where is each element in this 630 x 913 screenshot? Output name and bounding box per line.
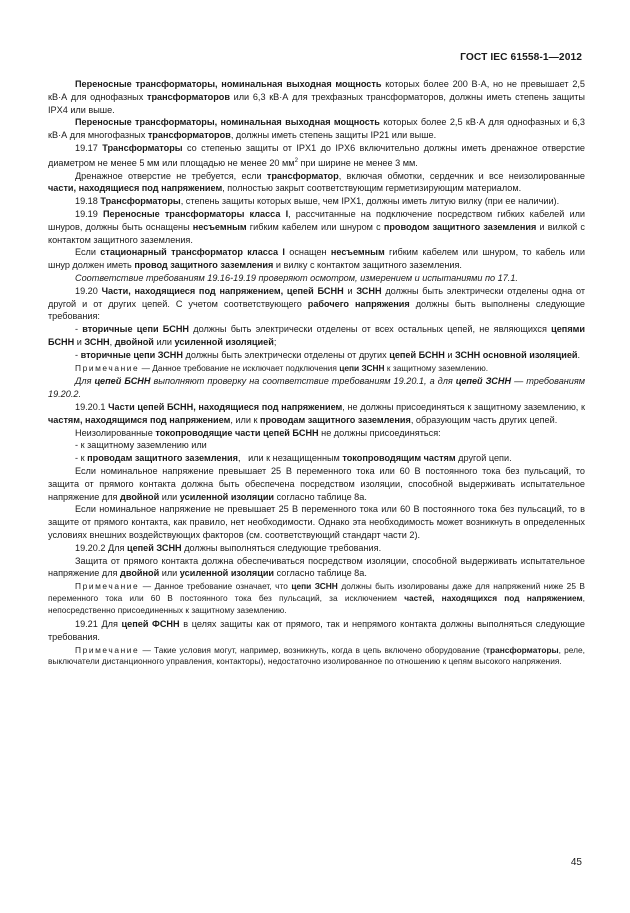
paragraph: 19.18 Трансформаторы, степень защиты которых выше, чем IPX1, должны иметь литую вилку (при ее наличии). <box>75 196 560 207</box>
paragraph: 19.20.2 Для цепей ЗСНН должны выполняться следующие требования. <box>75 542 382 553</box>
paragraph: Для цепей БСНН выполняют проверку на соответствие требованиям 19.20.1, а для цепей ЗСНН — требованиям 19.20.2. <box>48 376 585 400</box>
paragraph: Если стационарный трансформатор класса I оснащен несъемным гибким кабелем или шнуром, то кабель или шнур должен иметь провод защитного заземления и вилку с контактом защитного заземления. <box>48 247 586 271</box>
paragraph: - к проводам защитного заземления, или к незащищенным токопроводящим частям другой цепи. <box>75 453 512 464</box>
paragraph: Соответствие требованиям 19.16-19.19 проверяют осмотром, измерением и испытаниями по 17.1. <box>75 273 518 283</box>
paragraph: Примечание — Данное требование означает, что цепи ЗСНН должны быть изолированы даже для напряжений ниже 25 В переменного тока или 60 В постоянного тока без пульсаций, за исключением частей, находящихся под напряжением, непосредственно присоединенных к защитному заземлению. <box>48 581 585 616</box>
paragraph: Переносные трансформаторы, номинальная выходная мощность которых более 2,5 кВ·А для однофазных и 6,3 кВ·А для многофазных трансформаторов, должны иметь степень защиты IP21 или выше. <box>48 117 585 141</box>
paragraph: Переносные трансформаторы, номинальная выходная мощность которых более 200 В·А, но не превышает 2,5 кВ·А для однофазных трансформаторов или 6,3 кВ·А для трехфазных трансформаторов, должны иметь степень защиты IPX4 или выше. <box>48 79 585 115</box>
paragraph: 19.19 Переносные трансформаторы класса I, рассчитанные на подключение посредством гибких кабелей или шнуров, должны быть оснащены несъемным гибким кабелем или шнуром с проводом защитного заземления и вилкой с контактом защитного заземления. <box>48 209 585 245</box>
paragraph: 19.20 Части, находящиеся под напряжением, цепей БСНН и ЗСНН должны быть электрически отделены одна от другой и от других цепей. С учетом соответствующего рабочего напряжения должны быть выполнены следующие требования: <box>48 285 586 322</box>
document-body <box>48 78 585 668</box>
paragraph: - вторичные цепи ЗСНН должны быть электрически отделены от других цепей БСНН и ЗСНН основной изоляцией. <box>75 349 581 360</box>
paragraph: Неизолированные токопроводящие части цепей БСНН не должны присоединяться: <box>75 427 441 438</box>
paragraph: Если номинальное напряжение не превышает 25 В переменного тока или 60 В постоянного тока без пульсаций, то в защите от прямого контакта, как правило, нет необходимости. Однако эта необходимость может возникнуть в определенных условиях внешних воздействующих факторов (см. соответствующий стандарт части 2). <box>48 504 585 541</box>
paragraph: Дренажное отверстие не требуется, если трансформатор, включая обмотки, сердечник и все неизолированные части, находящиеся под напряжением, полностью закрыт соответствующим герметизирующим материалом. <box>48 170 585 194</box>
paragraph: Примечание — Данное требование не исключает подключения цепи ЗСНН к защитному заземлению. <box>75 362 489 373</box>
paragraph: 19.20.1 Части цепей БСНН, находящиеся под напряжением, не должны присоединяться к защитному заземлению, к частям, находящимся под напряжением, или к проводам защитного заземления, образующим часть других цепей. <box>48 402 585 425</box>
paragraph: 19.17 Трансформаторы со степенью защиты от IPX1 до IPX6 включительно должны иметь дренажное отверстие диаметром не менее 5 мм или площадью не менее 20 $мм^2$ при ширине не менее 3 мм. <box>48 142 586 168</box>
paragraph: 19.21 Для цепей ФСНН в целях защиты как от прямого, так и непрямого контакта должны выполняться следующие требования. <box>48 618 585 642</box>
paragraph: Если номинальное напряжение превышает 25 В переменного тока или 60 В постоянного тока без пульсаций, то защита от прямого контакта должна быть обеспечена посредством изоляции, способной выдерживать испытательное напряжение для двойной или усиленной изоляции согласно таблице 8а. <box>48 466 585 502</box>
paragraph: Примечание — Такие условия могут, например, возникнуть, когда в цепь включено оборудование (трансформаторы, реле, выключатели дистанционного управления, контакторы), недостаточно изолированное по отношению к цепям высокого напряжения. <box>48 644 585 667</box>
paragraph: - вторичные цепи БСНН должны быть электрически отделены от всех остальных цепей, не являющихся цепями БСНН и ЗСНН, двойной или усиленной изоляцией; <box>48 324 586 347</box>
paragraph: Защита от прямого контакта должна обеспечиваться посредством изоляции, способной выдерживать испытательное напряжение для двойной или усиленной изоляции согласно таблице 8а. <box>48 555 585 579</box>
page-number: 45 <box>570 857 582 868</box>
document-header: ГОСТ IEC 61558-1—2012 <box>460 52 582 63</box>
paragraph: - к защитному заземлению или <box>75 440 207 451</box>
